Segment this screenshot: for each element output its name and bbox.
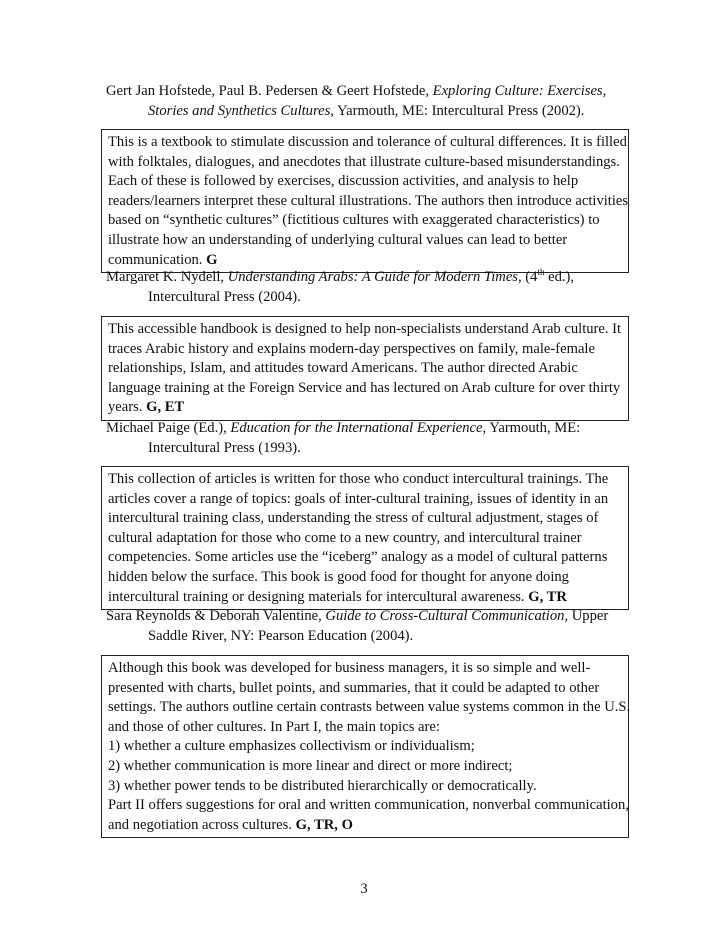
abstract-line: Each of these is followed by exercises, discussion activities, and analysis to help [108, 173, 579, 190]
abstract-line: illustrate how an understanding of underlying cultural values can lead to better [108, 231, 568, 248]
abstract-box-hofstede [101, 129, 629, 273]
citation-title: Guide to Cross-Cultural Communication, [325, 608, 569, 624]
abstract-line: readers/learners interpret these cultural illustrations. The authors then introduce activities [108, 192, 629, 209]
citation-publisher: Yarmouth, ME: Intercultural Press (2002). [333, 102, 585, 119]
abstract-line: with folktales, dialogues, and anecdotes that illustrate culture-based misunderstandings. [108, 153, 620, 170]
citation-reynolds [106, 607, 636, 646]
audience-tags: G, ET [146, 399, 185, 416]
abstract-box-reynolds [101, 655, 629, 838]
abstract-line: cultural adaptation for those who come to a new country, and intercultural trainer [108, 529, 582, 546]
page-number: 3 [360, 881, 368, 897]
abstract-line: communication. [108, 251, 207, 268]
citation-authors: Gert Jan Hofstede, Paul B. Pedersen & Geert Hofstede, [106, 83, 433, 99]
abstract-line: This is a textbook to stimulate discussion and tolerance of cultural differences. It is filled [108, 134, 627, 150]
citation-location: Upper [568, 608, 609, 624]
abstract-line: language training at the Foreign Service and has lectured on Arab culture for over thirty [108, 379, 621, 396]
citation-title: Understanding Arabs: A Guide for Modern Times, [227, 269, 522, 285]
citation-authors: Margaret K. Nydell, [106, 269, 228, 285]
abstract-line: competencies. Some articles use the “iceberg” analogy as a model of cultural patterns [108, 549, 608, 566]
audience-tags: G [206, 251, 218, 268]
abstract-line: and those of other cultures. In Part I, the main topics are: [108, 718, 440, 735]
citation-title: Exploring Culture: Exercises, [432, 83, 607, 99]
citation-location: , Yarmouth, ME: [482, 420, 581, 436]
citation-edition-end: ed.), [544, 269, 575, 285]
abstract-line: This accessible handbook is designed to help non-specialists understand Arab culture. It [108, 321, 622, 337]
abstract-line: relationships, Islam, and attitudes toward Americans. The author directed Arabic [108, 360, 578, 377]
citation-authors: Michael Paige (Ed.), [106, 420, 231, 436]
abstract-line: traces Arabic history and explains modern-day perspectives on family, male-female [108, 340, 595, 357]
abstract-line: and negotiation across cultures. [108, 816, 296, 833]
citation-paige [106, 419, 636, 458]
abstract-line: intercultural training class, understanding the stress of cultural adjustment, stages of [108, 510, 599, 527]
citation-nydell [106, 268, 636, 307]
abstract-line: This collection of articles is written for those who conduct intercultural trainings. The [108, 471, 609, 487]
citation-publisher: Intercultural Press (1993). [148, 439, 301, 456]
abstract-line: settings. The authors outline certain contrasts between value systems common in the U.S. [108, 699, 631, 716]
citation-title-cont: Stories and Synthetics Cultures, [148, 102, 334, 119]
abstract-line: based on “synthetic cultures” (fictitious cultures with exaggerated characteristics) to [108, 212, 600, 229]
abstract-box-nydell [101, 316, 629, 421]
citation-hofstede [106, 82, 636, 121]
audience-tags: G, TR, O [295, 816, 353, 833]
audience-tags: G, TR [528, 588, 567, 605]
abstract-line: Although this book was developed for business managers, it is so simple and well- [108, 660, 591, 676]
abstract-line: years. [108, 399, 147, 416]
abstract-line: 2) whether communication is more linear and direct or more indirect; [108, 757, 513, 774]
citation-edition: (4 [521, 269, 538, 285]
citation-publisher: Intercultural Press (2004). [148, 288, 301, 305]
citation-edition-sup: th [537, 267, 545, 278]
abstract-line: articles cover a range of topics: goals of inter-cultural training, issues of identity in an [108, 490, 609, 507]
abstract-line: hidden below the surface. This book is good food for thought for anyone doing [108, 568, 569, 585]
citation-authors: Sara Reynolds & Deborah Valentine, [106, 608, 326, 624]
citation-title: Education for the International Experience [230, 420, 483, 436]
abstract-box-paige [101, 466, 629, 610]
abstract-line: 3) whether power tends to be distributed hierarchically or democratically. [108, 777, 537, 794]
abstract-line: 1) whether a culture emphasizes collectivism or individualism; [108, 738, 475, 755]
citation-publisher: Saddle River, NY: Pearson Education (2004). [148, 627, 414, 644]
abstract-line: Part II offers suggestions for oral and written communication, nonverbal communication, [108, 797, 629, 814]
abstract-line: presented with charts, bullet points, and summaries, that it could be adapted to other [108, 679, 600, 696]
abstract-line: intercultural training or designing materials for intercultural awareness. [108, 588, 529, 605]
